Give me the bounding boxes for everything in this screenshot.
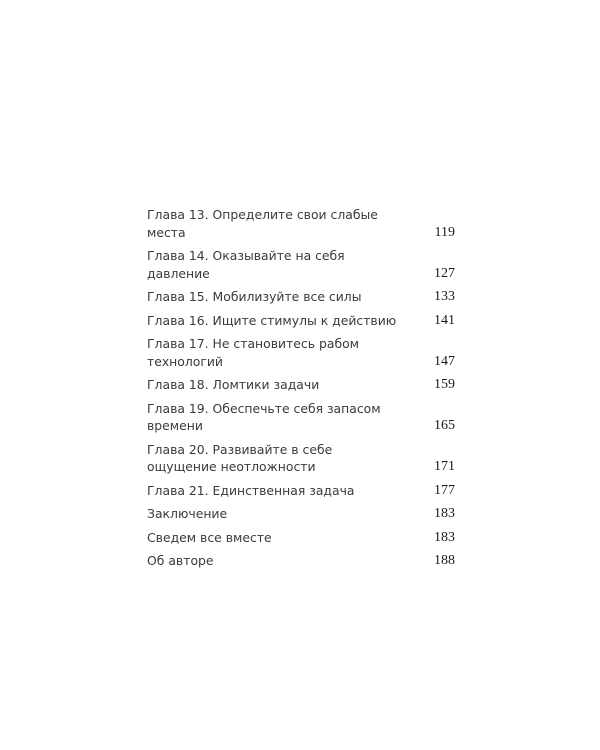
toc-entry-page: 183 [434, 529, 455, 545]
toc-entry-page: 165 [434, 418, 455, 433]
toc-entry-page: 127 [434, 265, 455, 281]
toc-entry [147, 441, 455, 476]
toc-entry [147, 529, 455, 547]
toc-entry-title: Сведем все вместе [147, 529, 272, 545]
toc-entry-page: 188 [434, 553, 455, 568]
toc-entry-page: 177 [434, 482, 455, 498]
toc-entry-title: Глава 20. Развивайте в себе ощущение неотложности [147, 441, 333, 474]
toc-entry-title: Об авторе [147, 553, 214, 568]
toc-entry [147, 505, 455, 523]
toc-entry-title: Глава 16. Ищите стимулы к действию [147, 312, 397, 328]
toc-entry-title: Глава 18. Ломтики задачи [147, 377, 320, 392]
toc-entry [147, 400, 455, 435]
toc-entry-title: Глава 13. Определите свои слабые места [147, 207, 378, 240]
toc-entry [147, 247, 455, 282]
toc-entry [147, 312, 455, 330]
toc-entry [147, 335, 455, 370]
toc-entry-title: Заключение [147, 506, 228, 521]
toc-entry-title: Глава 21. Единственная задача [147, 482, 355, 498]
toc-entry-title: Глава 17. Не становитесь рабом технологий [147, 336, 360, 369]
toc-entry-page: 141 [434, 312, 455, 328]
toc-entry-page: 183 [434, 506, 455, 521]
toc-entry [147, 206, 455, 241]
toc-entry-page: 133 [434, 289, 455, 304]
table-of-contents [147, 206, 455, 576]
toc-entry [147, 288, 455, 306]
toc-entry-page: 147 [434, 353, 455, 369]
toc-entry [147, 376, 455, 394]
toc-entry [147, 482, 455, 500]
toc-entry-title: Глава 14. Оказывайте на себя давление [147, 248, 345, 281]
toc-entry-title: Глава 15. Мобилизуйте все силы [147, 289, 362, 304]
toc-entry-title: Глава 19. Обеспечьте себя запасом времени [147, 400, 381, 433]
toc-entry-page: 171 [434, 459, 455, 474]
toc-entry-page: 119 [434, 224, 455, 240]
toc-entry-page: 159 [434, 377, 455, 392]
toc-entry [147, 552, 455, 570]
